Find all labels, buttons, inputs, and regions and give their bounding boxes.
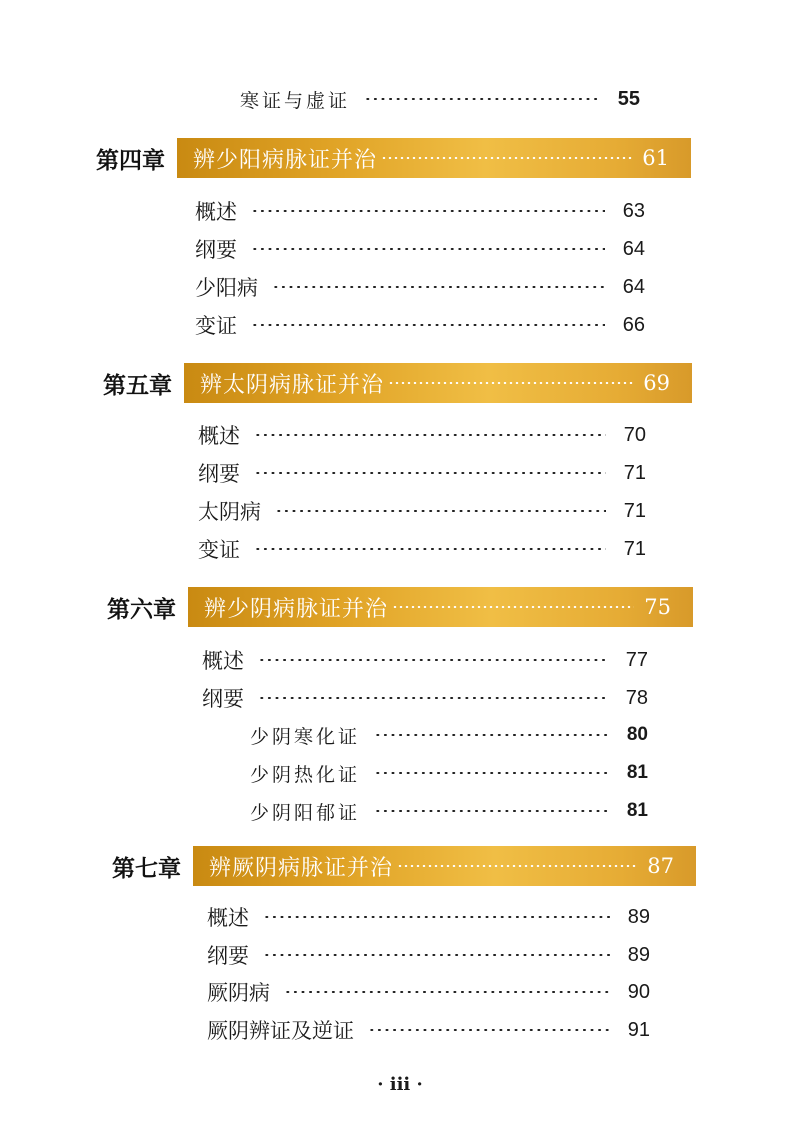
chapter-title-bar (193, 846, 696, 886)
leader-dots (374, 734, 608, 736)
toc-entry[interactable] (198, 534, 646, 564)
leader-dots (388, 382, 633, 384)
leader-dots (251, 324, 605, 326)
toc-entry-cold-deficiency[interactable] (240, 84, 640, 114)
toc-entry-page: 55 (617, 87, 640, 110)
toc-entry-page: 70 (623, 423, 646, 446)
toc-entry-label: 厥阴病 (207, 981, 270, 1005)
toc-entry-page: 89 (627, 943, 650, 966)
toc-entry[interactable] (207, 940, 650, 970)
leader-dots (374, 772, 608, 774)
toc-entry-label: 纲要 (202, 687, 244, 711)
toc-entry-page: 71 (623, 461, 646, 484)
chapter-page: 69 (643, 371, 670, 395)
toc-entry-label: 概述 (195, 200, 237, 224)
toc-entry-label: 少阴热化证 (250, 763, 361, 786)
leader-dots (275, 510, 606, 512)
leader-dots (368, 1029, 610, 1031)
leader-dots (272, 286, 605, 288)
chapter-number: 第五章 (103, 371, 172, 399)
leader-dots (258, 697, 608, 699)
chapter-4-heading[interactable] (96, 137, 691, 179)
chapter-number: 第七章 (112, 854, 181, 882)
chapter-7-heading[interactable] (112, 845, 696, 887)
toc-entry-page: 66 (622, 313, 645, 336)
leader-dots (263, 916, 610, 918)
toc-entry-page: 71 (623, 499, 646, 522)
toc-entry-label: 厥阴辨证及逆证 (207, 1019, 354, 1043)
leader-dots (258, 659, 608, 661)
toc-entry-label: 变证 (195, 314, 237, 338)
toc-entry[interactable] (207, 902, 650, 932)
toc-entry-page: 81 (626, 762, 648, 783)
leader-dots (374, 810, 608, 812)
toc-entry[interactable] (198, 496, 646, 526)
toc-entry-page: 81 (626, 800, 648, 821)
toc-entry-label: 寒证与虚证 (240, 89, 351, 112)
chapter-5-heading[interactable] (103, 362, 692, 404)
leader-dots (392, 606, 634, 608)
toc-entry-page: 91 (627, 1018, 650, 1041)
toc-subentry[interactable] (250, 720, 648, 750)
chapter-title: 辨太阴病脉证并治 (200, 372, 385, 398)
toc-entry[interactable] (195, 234, 645, 264)
chapter-page: 61 (642, 146, 669, 170)
chapter-page: 75 (644, 595, 671, 619)
toc-entry-label: 概述 (207, 906, 249, 930)
toc-entry-page: 64 (622, 275, 645, 298)
toc-entry[interactable] (207, 977, 650, 1007)
chapter-title-bar (188, 587, 693, 627)
toc-entry-page: 78 (625, 686, 648, 709)
toc-entry[interactable] (198, 458, 646, 488)
toc-entry-label: 太阴病 (198, 500, 261, 524)
toc-entry-page: 90 (627, 980, 650, 1003)
toc-entry[interactable] (195, 196, 645, 226)
leader-dots (381, 157, 632, 159)
chapter-page: 87 (647, 854, 674, 878)
toc-subentry[interactable] (250, 796, 648, 826)
chapter-6-heading[interactable] (107, 586, 693, 628)
toc-entry-page: 63 (622, 199, 645, 222)
toc-entry-label: 变证 (198, 538, 240, 562)
toc-entry-page: 71 (623, 537, 646, 560)
toc-entry-label: 少阴阳郁证 (250, 801, 361, 824)
toc-entry[interactable] (202, 645, 648, 675)
toc-entry-label: 概述 (198, 424, 240, 448)
leader-dots (251, 248, 605, 250)
chapter-number: 第六章 (107, 595, 176, 623)
toc-entry-page: 77 (625, 648, 648, 671)
leader-dots (397, 865, 637, 867)
toc-entry-page: 64 (622, 237, 645, 260)
toc-entry-label: 少阴寒化证 (250, 725, 361, 748)
toc-entry-label: 概述 (202, 649, 244, 673)
chapter-number: 第四章 (96, 146, 165, 174)
toc-subentry[interactable] (250, 758, 648, 788)
chapter-title: 辨少阴病脉证并治 (204, 596, 389, 622)
leader-dots (284, 991, 610, 993)
toc-entry[interactable] (195, 310, 645, 340)
leader-dots (254, 548, 606, 550)
toc-entry[interactable] (202, 683, 648, 713)
toc-entry-page: 89 (627, 905, 650, 928)
toc-entry-label: 纲要 (198, 462, 240, 486)
leader-dots (254, 434, 606, 436)
toc-entry-label: 纲要 (207, 944, 249, 968)
leader-dots (263, 954, 610, 956)
leader-dots (254, 472, 606, 474)
chapter-title: 辨厥阴病脉证并治 (209, 855, 394, 881)
toc-entry[interactable] (198, 420, 646, 450)
chapter-title: 辨少阳病脉证并治 (193, 147, 378, 173)
chapter-title-bar (177, 138, 691, 178)
chapter-title-bar (184, 363, 692, 403)
toc-entry[interactable] (207, 1015, 650, 1045)
toc-entry[interactable] (195, 272, 645, 302)
toc-entry-label: 少阳病 (195, 276, 258, 300)
toc-entry-label: 纲要 (195, 238, 237, 262)
leader-dots (364, 98, 600, 100)
toc-entry-page: 80 (626, 724, 648, 745)
page-number-footer: · iii · (377, 1074, 423, 1095)
leader-dots (251, 210, 605, 212)
